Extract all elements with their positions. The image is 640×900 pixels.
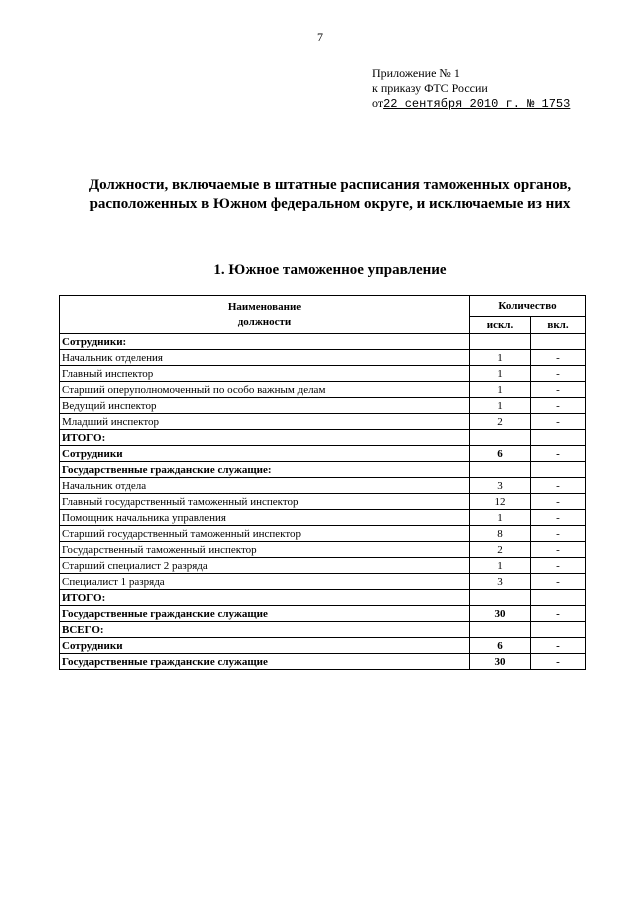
table-row	[60, 638, 586, 654]
position-name-cell: Главный инспектор	[60, 366, 470, 382]
column-header-name-line2: должности	[237, 315, 292, 328]
excluded-count-cell	[470, 334, 531, 350]
excluded-count-cell	[470, 622, 531, 638]
included-count-cell	[531, 430, 586, 446]
column-header-excluded: искл.	[470, 317, 531, 334]
excluded-count-cell: 8	[470, 526, 531, 542]
excluded-count-cell: 12	[470, 494, 531, 510]
table-row	[60, 462, 586, 478]
included-count-cell: -	[531, 638, 586, 654]
position-name-cell: Старший специалист 2 разряда	[60, 558, 470, 574]
excluded-count-cell: 30	[470, 606, 531, 622]
column-header-name	[60, 296, 470, 334]
position-name-cell: Государственные гражданские служащие:	[60, 462, 470, 478]
included-count-cell: -	[531, 654, 586, 670]
excluded-count-cell: 1	[470, 366, 531, 382]
position-name-cell: Главный государственный таможенный инспектор	[60, 494, 470, 510]
position-name-cell: Сотрудники	[60, 638, 470, 654]
appendix-line2: к приказу ФТС России	[372, 81, 488, 95]
excluded-count-cell: 2	[470, 542, 531, 558]
table-row	[60, 398, 586, 414]
position-name-cell: Помощник начальника управления	[60, 510, 470, 526]
excluded-count-cell: 6	[470, 446, 531, 462]
table-row	[60, 494, 586, 510]
included-count-cell: -	[531, 494, 586, 510]
position-name-cell: Государственные гражданские служащие	[60, 654, 470, 670]
table-row	[60, 414, 586, 430]
excluded-count-cell: 3	[470, 574, 531, 590]
column-header-included: вкл.	[531, 317, 586, 334]
excluded-count-cell: 6	[470, 638, 531, 654]
table-row	[60, 510, 586, 526]
position-name-cell: Младший инспектор	[60, 414, 470, 430]
included-count-cell: -	[531, 558, 586, 574]
page-number: 7	[317, 30, 323, 44]
included-count-cell: -	[531, 446, 586, 462]
position-name-cell: Сотрудники	[60, 446, 470, 462]
section-title: 1. Южное таможенное управление	[213, 262, 447, 278]
included-count-cell: -	[531, 542, 586, 558]
position-name-cell: Старший оперуполномоченный по особо важным делам	[60, 382, 470, 398]
position-name-cell: Специалист 1 разряда	[60, 574, 470, 590]
included-count-cell: -	[531, 478, 586, 494]
excluded-count-cell	[470, 462, 531, 478]
position-name-cell: ИТОГО:	[60, 590, 470, 606]
included-count-cell	[531, 462, 586, 478]
excluded-count-cell	[470, 430, 531, 446]
table-row	[60, 542, 586, 558]
excluded-count-cell: 1	[470, 350, 531, 366]
table-body	[60, 334, 586, 670]
table-row	[60, 654, 586, 670]
excluded-count-cell: 30	[470, 654, 531, 670]
column-header-quantity: Количество	[470, 296, 586, 317]
included-count-cell: -	[531, 526, 586, 542]
position-name-cell: Старший государственный таможенный инспектор	[60, 526, 470, 542]
table-row	[60, 606, 586, 622]
position-name-cell: Сотрудники:	[60, 334, 470, 350]
table-row	[60, 526, 586, 542]
position-name-cell: ИТОГО:	[60, 430, 470, 446]
included-count-cell	[531, 334, 586, 350]
excluded-count-cell: 2	[470, 414, 531, 430]
included-count-cell	[531, 622, 586, 638]
included-count-cell	[531, 590, 586, 606]
table-row	[60, 558, 586, 574]
position-name-cell: Начальник отделения	[60, 350, 470, 366]
appendix-date-prefix: от	[372, 96, 384, 110]
table-row	[60, 574, 586, 590]
position-name-cell: Государственный таможенный инспектор	[60, 542, 470, 558]
excluded-count-cell: 3	[470, 478, 531, 494]
document-title-line2: расположенных в Южном федеральном округе, и исключаемые из них	[89, 196, 571, 212]
excluded-count-cell	[470, 590, 531, 606]
excluded-count-cell: 1	[470, 398, 531, 414]
table-row	[60, 478, 586, 494]
position-name-cell: ВСЕГО:	[60, 622, 470, 638]
included-count-cell: -	[531, 606, 586, 622]
document-title-line1: Должности, включаемые в штатные расписания таможенных органов,	[88, 177, 572, 193]
included-count-cell: -	[531, 398, 586, 414]
included-count-cell: -	[531, 366, 586, 382]
appendix-block	[372, 66, 570, 112]
table-row	[60, 366, 586, 382]
position-name-cell: Государственные гражданские служащие	[60, 606, 470, 622]
position-name-cell: Начальник отдела	[60, 478, 470, 494]
positions-table	[59, 295, 586, 670]
table-row	[60, 334, 586, 350]
table-row	[60, 622, 586, 638]
included-count-cell: -	[531, 382, 586, 398]
appendix-line1: Приложение № 1	[372, 66, 460, 80]
document-title	[40, 176, 620, 214]
included-count-cell: -	[531, 350, 586, 366]
table-row	[60, 430, 586, 446]
included-count-cell: -	[531, 414, 586, 430]
excluded-count-cell: 1	[470, 510, 531, 526]
included-count-cell: -	[531, 510, 586, 526]
table-row	[60, 590, 586, 606]
table-row	[60, 446, 586, 462]
table-row	[60, 382, 586, 398]
table-row	[60, 350, 586, 366]
appendix-date: 22 сентября 2010 г. № 1753	[383, 97, 571, 111]
position-name-cell: Ведущий инспектор	[60, 398, 470, 414]
included-count-cell: -	[531, 574, 586, 590]
excluded-count-cell: 1	[470, 382, 531, 398]
excluded-count-cell: 1	[470, 558, 531, 574]
column-header-name-line1: Наименование	[227, 300, 302, 313]
appendix-line3	[372, 96, 570, 112]
